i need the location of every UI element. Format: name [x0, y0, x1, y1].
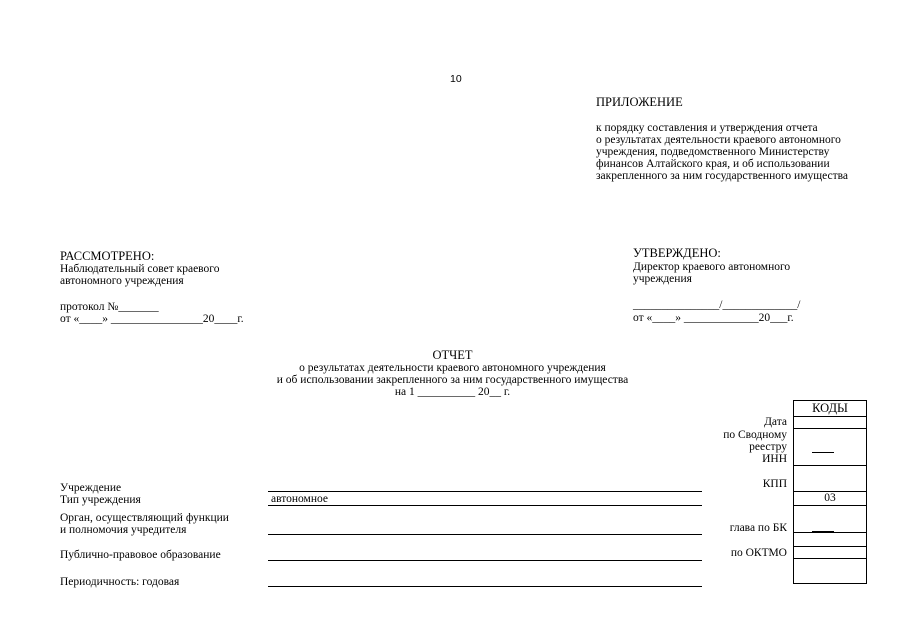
codes-row-divider	[793, 505, 867, 506]
label-registry: по Сводному	[723, 429, 787, 441]
label-kpp: КПП	[762, 478, 787, 490]
report-title: ОТЧЕТ	[432, 348, 473, 362]
type-label: Тип учреждения	[60, 494, 141, 506]
institution-label: Учреждение	[60, 482, 122, 494]
approved-signature: _______________/_____________/	[633, 299, 801, 311]
label-glava: глава по БК	[729, 522, 787, 534]
page-number: 10	[450, 73, 462, 85]
appendix-line: к порядку составления и утверждения отчета	[596, 122, 818, 134]
report-subtitle-line: и об использовании закрепленного за ним государственного имущества	[276, 374, 629, 386]
appendix-line: закрепленного за ним государственного имущества	[596, 170, 848, 182]
institution-field[interactable]	[268, 491, 702, 492]
approved-line: Директор краевого автономного	[633, 261, 791, 273]
codes-dash	[812, 531, 834, 532]
approved-title: УТВЕРЖДЕНО:	[633, 246, 721, 260]
periodicity-field[interactable]	[268, 586, 702, 587]
report-subtitle-line: о результатах деятельности краевого автономного учреждения	[299, 362, 606, 374]
reviewed-line: автономного учреждения	[60, 275, 184, 287]
type-value: автономное	[271, 493, 328, 505]
codes-dash	[812, 452, 834, 453]
approved-line: учреждения	[633, 273, 692, 285]
report-date-line: на 1 __________ 20__ г.	[394, 386, 511, 398]
reviewed-line: Наблюдательный совет краевого	[60, 263, 220, 275]
organ-field[interactable]	[268, 534, 702, 535]
codes-row-divider	[793, 558, 867, 559]
appendix-line: учреждения, подведомственного Министерству	[596, 146, 830, 158]
codes-row-divider	[793, 416, 867, 417]
organ-label: и полномочия учредителя	[60, 524, 187, 536]
approved-date: от «____» _____________20___г.	[633, 312, 794, 324]
label-oktmo: по ОКТМО	[730, 547, 787, 559]
appendix-line: о результатах деятельности краевого автономного	[596, 134, 841, 146]
periodicity-label: Периодичность: годовая	[60, 576, 180, 588]
label-inn: ИНН	[762, 453, 787, 465]
codes-row-divider	[793, 546, 867, 547]
appendix-title: ПРИЛОЖЕНИЕ	[596, 95, 683, 109]
reviewed-protocol: протокол №_______	[60, 301, 159, 313]
codes-row-divider	[793, 428, 867, 429]
public-entity-label: Публично-правовое образование	[60, 549, 221, 561]
kpp-value: 03	[824, 492, 836, 504]
organ-label: Орган, осуществляющий функции	[60, 512, 229, 524]
label-registry: реестру	[749, 441, 787, 453]
type-field[interactable]	[268, 505, 702, 506]
codes-row-divider	[793, 532, 867, 533]
reviewed-date: от «____» ________________20____г.	[60, 313, 244, 325]
codes-header: КОДЫ	[812, 401, 848, 415]
appendix-line: финансов Алтайского края, и об использовании	[596, 158, 830, 170]
reviewed-title: РАССМОТРЕНО:	[60, 249, 155, 263]
codes-row-divider	[793, 465, 867, 466]
label-date: Дата	[764, 416, 787, 428]
public-entity-field[interactable]	[268, 560, 702, 561]
